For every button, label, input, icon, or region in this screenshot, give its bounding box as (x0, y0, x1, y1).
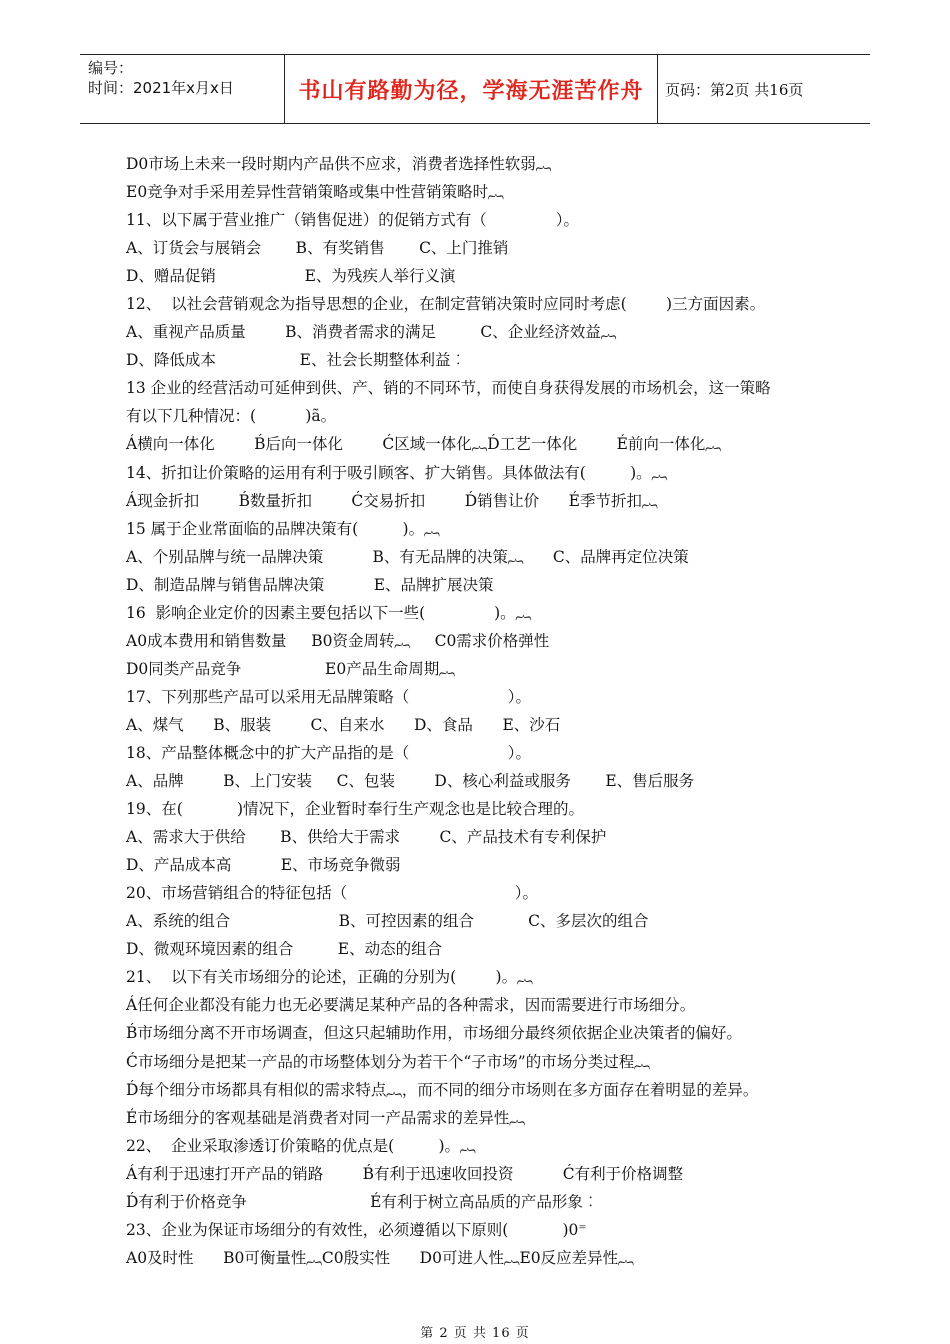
document-time-label: 时间：2021年x月x日 (88, 79, 234, 97)
document-body (126, 150, 826, 1272)
document-line: 有以下几种情况：( )ã。 (126, 407, 337, 426)
document-line: 21、 以下有关市场细分的论述，正确的分别为( )。︷ (126, 968, 533, 987)
document-line: A、个别品牌与统一品牌决策 B、有无品牌的决策︷ C、品牌再定位决策 (126, 547, 689, 566)
document-line: 15 属于企业常面临的品牌决策有( )。︷ (126, 519, 440, 538)
page-header (80, 54, 870, 124)
page-footer: 第 2 页 共 16 页 (420, 1326, 530, 1341)
document-line: A0成本费用和销售数量 B0资金周转︷ C0需求价格弹性 (126, 631, 550, 650)
document-line: Ć市场细分是把某一产品的市场整体划分为若干个“子市场”的市场分类过程︷ (126, 1052, 650, 1071)
document-line: D́每个细分市场都具有相似的需求特点︷，而不同的细分市场则在多方面存在着明显的差异。 (126, 1080, 759, 1099)
document-line: Á任何企业都没有能力也无必要满足某种产品的各种需求，因而需要进行市场细分。 (126, 996, 696, 1015)
document-line: 19、在( )情况下，企业暂时奉行生产观念也是比较合理的。 (126, 800, 585, 819)
document-line: 18、产品整体概念中的扩大产品指的是（ ）。 (126, 743, 532, 762)
document-line: Á横向一体化 B́后向一体化 Ć区域一体化︷D́工艺一体化 É前向一体化︷ (126, 435, 721, 454)
document-line: 20、市场营销组合的特征包括（ ）。 (126, 884, 538, 903)
document-line: E0竞争对手采用差异性营销策略或集中性营销策略时︷ (126, 183, 504, 202)
document-line: D、产品成本高 E、市场竞争微弱 (126, 856, 401, 875)
document-line: É市场细分的客观基础是消费者对同一产品需求的差异性︷ (126, 1108, 525, 1127)
document-line: 23、企业为保证市场细分的有效性，必须遵循以下原则( )0⁼ (126, 1220, 587, 1239)
document-line: D0市场上未来一段时期内产品供不应求，消费者选择性软弱︷ (126, 155, 552, 173)
document-line: 16 影响企业定价的因素主要包括以下一些( )。︷ (126, 603, 532, 622)
document-line: D、赠品促销 E、为残疾人举行义演 (126, 267, 456, 286)
document-line: A、煤气 B、服装 C、自来水 D、食品 E、沙石 (126, 715, 561, 734)
document-line: B́市场细分离不开市场调查，但这只起辅助作用，市场细分最终须依据企业决策者的偏好。 (126, 1024, 742, 1043)
document-number-label: 编号： (88, 59, 134, 77)
document-line: A0及时性 B0可衡量性︷C0殷实性 D0可进人性︷E0反应差异性︷ (126, 1248, 634, 1267)
document-line: D́有利于价格竞争 É有利于树立高品质的产品形象︰ (126, 1192, 599, 1211)
header-meta (88, 55, 288, 126)
document-line: 13 企业的经营活动可延伸到供、产、销的不同环节，而使自身获得发展的市场机会，这一策略 (126, 379, 771, 398)
document-line: 17、下列那些产品可以采用无品牌策略（ ）。 (126, 687, 532, 706)
document-line: D、降低成本 E、社会长期整体利益︰ (126, 351, 467, 370)
document-line: Á有利于迅速打开产品的销路 B́有利于迅速收回投资 Ć有利于价格调整 (126, 1164, 684, 1183)
document-line: 11、以下属于营业推广（销售促进）的促销方式有（ ）。 (126, 211, 579, 230)
document-line: A、需求大于供给 B、供给大于需求 C、产品技术有专利保护 (126, 828, 607, 847)
document-line: A、系统的组合 B、可控因素的组合 C、多层次的组合 (126, 912, 649, 931)
document-line: D0同类产品竞争 E0产品生命周期︷ (126, 659, 455, 678)
document-line: A、订货会与展销会 B、有奖销售 C、上门推销 (126, 239, 509, 258)
document-line: D、制造品牌与销售品牌决策 E、品牌扩展决策 (126, 575, 494, 594)
document-line: A、品牌 B、上门安装 C、包装 D、核心利益或服务 E、售后服务 (126, 772, 695, 791)
document-line: Á现金折扣 B́数量折扣 Ć交易折扣 D́销售让价 É季节折扣︷ (126, 491, 658, 510)
document-line: A、重视产品质量 B、消费者需求的满足 C、企业经济效益︷ (126, 323, 617, 342)
document-line: 12、 以社会营销观念为指导思想的企业，在制定营销决策时应同时考虑( )三方面因素。 (126, 295, 766, 314)
document-line: 14、折扣让价策略的运用有利于吸引顾客、扩大销售。具体做法有( )。︷ (126, 463, 668, 482)
header-motto: 书山有路勤为径，学海无涯苦作舟 (284, 55, 658, 123)
document-line: D、微观环境因素的组合 E、动态的组合 (126, 940, 443, 959)
document-line: 22、 企业采取渗透订价策略的优点是( )。︷ (126, 1136, 476, 1155)
header-page-info: 页码：第2页 共16页 (665, 80, 804, 99)
